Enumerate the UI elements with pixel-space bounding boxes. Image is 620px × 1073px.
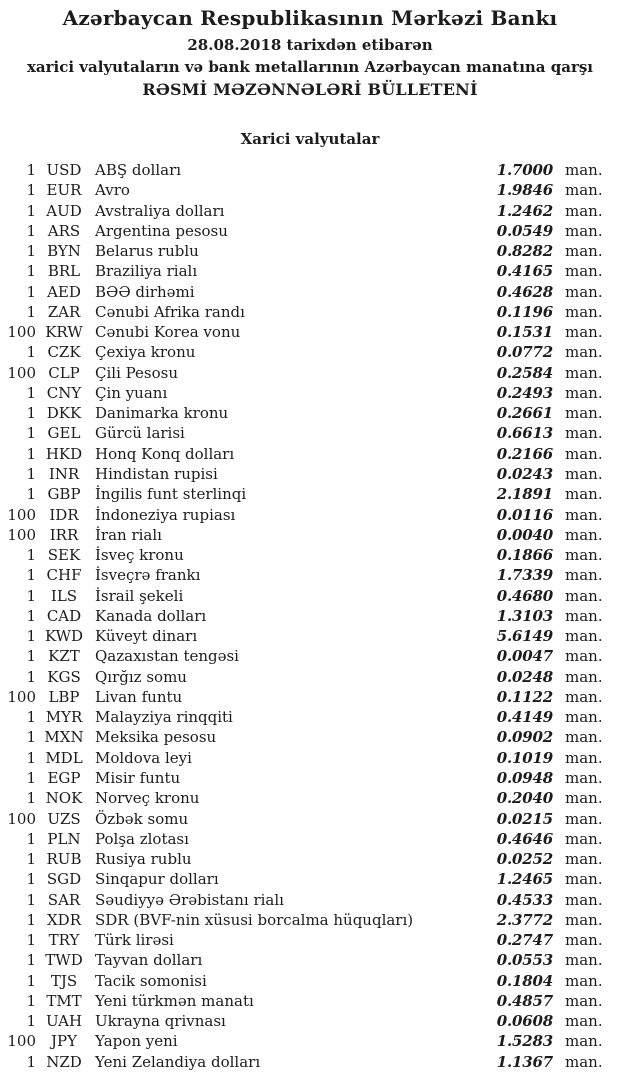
name-cell: İngilis funt sterlinqi — [95, 485, 247, 504]
code-cell: IRR — [49, 525, 79, 544]
qty-cell: 1 — [26, 282, 36, 301]
code-cell: ILS — [50, 586, 78, 605]
code-cell: ARS — [47, 221, 81, 240]
unit-cell: man. — [565, 728, 603, 747]
code-cell: CZK — [47, 343, 81, 362]
code-cell: KGS — [47, 667, 81, 686]
name-cell: Küveyt dinarı — [95, 627, 198, 646]
name-cell: Yeni türkmən manatı — [95, 991, 254, 1010]
currency-row — [0, 869, 620, 889]
qty-cell: 1 — [26, 951, 36, 970]
currency-row — [0, 890, 620, 910]
currency-row — [0, 423, 620, 443]
currency-row — [0, 1031, 620, 1051]
name-cell: Yapon yeni — [95, 1032, 178, 1051]
rate-cell: 0.6613 — [496, 424, 553, 443]
code-cell: GBP — [47, 485, 81, 504]
rate-cell: 1.7339 — [496, 566, 553, 585]
unit-cell: man. — [565, 687, 603, 706]
rate-cell: 0.2493 — [496, 383, 553, 402]
code-cell: TRY — [48, 931, 80, 950]
qty-cell: 1 — [26, 647, 36, 666]
unit-cell: man. — [565, 525, 603, 544]
currency-row — [0, 241, 620, 261]
name-cell: Cənubi Korea vonu — [95, 323, 241, 342]
code-cell: DKK — [46, 404, 82, 423]
subtitle-line: xarici valyutaların və bank metallarının Azərbaycan manatına qarşı — [26, 58, 594, 76]
unit-cell: man. — [565, 606, 603, 625]
qty-cell: 1 — [26, 485, 36, 504]
code-cell: XDR — [47, 910, 81, 929]
currency-row — [0, 545, 620, 565]
unit-cell: man. — [565, 323, 603, 342]
rate-cell: 0.2166 — [496, 444, 553, 463]
unit-cell: man. — [565, 586, 603, 605]
unit-cell: man. — [565, 464, 603, 483]
qty-cell: 1 — [26, 1052, 36, 1071]
code-cell: SEK — [47, 546, 81, 565]
code-cell: GEL — [47, 424, 81, 443]
qty-cell: 1 — [26, 708, 36, 727]
unit-cell: man. — [565, 242, 603, 261]
currency-row — [0, 849, 620, 869]
unit-cell: man. — [565, 363, 603, 382]
rate-cell: 0.0553 — [496, 951, 553, 970]
rate-cell: 0.0047 — [496, 647, 553, 666]
rate-cell: 1.9846 — [496, 181, 553, 200]
qty-cell: 1 — [26, 444, 36, 463]
rate-cell: 0.4165 — [496, 262, 553, 281]
name-cell: İran rialı — [95, 525, 162, 544]
code-cell: AED — [47, 282, 81, 301]
name-cell: Belarus rublu — [95, 242, 199, 261]
unit-cell: man. — [565, 890, 603, 909]
name-cell: İsveç kronu — [95, 546, 184, 565]
unit-cell: man. — [565, 829, 603, 848]
name-cell: Tayvan dolları — [95, 951, 203, 970]
qty-cell: 100 — [7, 809, 36, 828]
name-cell: ABŞ dolları — [95, 161, 182, 179]
qty-cell: 1 — [26, 161, 36, 179]
code-cell: BYN — [47, 242, 81, 261]
name-cell: Norveç kronu — [95, 789, 200, 808]
name-cell: Moldova leyi — [95, 748, 192, 767]
rate-cell: 0.0772 — [496, 343, 553, 362]
name-cell: Rusiya rublu — [95, 850, 192, 869]
currency-row — [0, 768, 620, 788]
qty-cell: 1 — [26, 383, 36, 402]
code-cell: EUR — [46, 181, 82, 200]
rate-cell: 0.1122 — [496, 687, 553, 706]
code-cell: RUB — [46, 850, 82, 869]
bulletin-title: RƏSMİ MƏZƏNNƏLƏRİ BÜLLETENİ — [142, 80, 478, 99]
rate-cell: 0.0608 — [496, 1012, 553, 1031]
currency-row — [0, 363, 620, 383]
unit-cell: man. — [565, 971, 603, 990]
unit-cell: man. — [565, 566, 603, 585]
name-cell: Livan funtu — [95, 687, 183, 706]
name-cell: Argentina pesosu — [95, 221, 228, 240]
effective-date-line: 28.08.2018 tarixdən etibarən — [187, 36, 433, 54]
rate-cell: 0.0549 — [496, 221, 553, 240]
rate-cell: 0.1531 — [496, 323, 553, 342]
unit-cell: man. — [565, 505, 603, 524]
unit-cell: man. — [565, 161, 603, 179]
code-cell: ZAR — [47, 302, 81, 321]
qty-cell: 1 — [26, 789, 36, 808]
currency-row — [0, 646, 620, 666]
name-cell: Avro — [95, 181, 130, 200]
name-cell: İsveçrə frankı — [95, 566, 201, 585]
rate-cell: 0.2661 — [496, 404, 553, 423]
currency-row — [0, 950, 620, 970]
unit-cell: man. — [565, 201, 603, 220]
rate-cell: 0.4680 — [496, 586, 553, 605]
code-cell: MDL — [45, 748, 83, 767]
currency-row — [0, 505, 620, 525]
rate-cell: 0.0248 — [496, 667, 553, 686]
currency-row — [0, 910, 620, 930]
qty-cell: 1 — [26, 343, 36, 362]
unit-cell: man. — [565, 627, 603, 646]
name-cell: Özbək somu — [95, 809, 189, 828]
bank-title: Azərbaycan Respublikasının Mərkəzi Bankı — [62, 6, 558, 30]
qty-cell: 1 — [26, 910, 36, 929]
name-cell: Çexiya kronu — [95, 343, 196, 362]
rate-cell: 0.0252 — [496, 850, 553, 869]
name-cell: Sinqapur dolları — [95, 870, 219, 889]
currency-row — [0, 302, 620, 322]
qty-cell: 1 — [26, 627, 36, 646]
rate-cell: 5.6149 — [496, 627, 553, 646]
name-cell: Tacik somonisi — [95, 971, 207, 990]
code-cell: BRL — [47, 262, 81, 281]
qty-cell: 1 — [26, 221, 36, 240]
rate-cell: 0.0948 — [496, 768, 553, 787]
rate-cell: 0.2584 — [496, 363, 553, 382]
unit-cell: man. — [565, 444, 603, 463]
name-cell: Səudiyyə Ərəbistanı rialı — [95, 890, 284, 909]
rate-cell: 0.4533 — [496, 890, 553, 909]
name-cell: Meksika pesosu — [95, 728, 217, 747]
currency-row — [0, 971, 620, 991]
rate-cell: 1.3103 — [496, 606, 553, 625]
name-cell: Polşa zlotası — [95, 829, 189, 848]
currency-row — [0, 221, 620, 241]
unit-cell: man. — [565, 850, 603, 869]
qty-cell: 1 — [26, 606, 36, 625]
rate-cell: 0.0040 — [496, 525, 553, 544]
currency-row — [0, 565, 620, 585]
currency-row — [0, 383, 620, 403]
rate-cell: 0.0902 — [496, 728, 553, 747]
qty-cell: 100 — [7, 525, 36, 544]
code-cell: HKD — [45, 444, 83, 463]
code-cell: USD — [46, 161, 82, 179]
qty-cell: 1 — [26, 971, 36, 990]
qty-cell: 1 — [26, 242, 36, 261]
currency-row — [0, 180, 620, 200]
rate-cell: 0.0116 — [496, 505, 553, 524]
unit-cell: man. — [565, 667, 603, 686]
code-cell: SGD — [46, 870, 82, 889]
code-cell: INR — [48, 464, 80, 483]
currency-row — [0, 667, 620, 687]
name-cell: Honq Konq dolları — [95, 444, 235, 463]
currency-row — [0, 829, 620, 849]
currency-row — [0, 626, 620, 646]
name-cell: Yeni Zelandiya dolları — [95, 1052, 261, 1071]
currency-row — [0, 1052, 620, 1072]
rate-cell: 0.2040 — [496, 789, 553, 808]
code-cell: KWD — [44, 627, 84, 646]
currency-row — [0, 606, 620, 626]
qty-cell: 1 — [26, 829, 36, 848]
qty-cell: 100 — [7, 1032, 36, 1051]
unit-cell: man. — [565, 1032, 603, 1051]
unit-cell: man. — [565, 282, 603, 301]
code-cell: MYR — [45, 708, 83, 727]
qty-cell: 1 — [26, 931, 36, 950]
name-cell: SDR (BVF-nin xüsusi borcalma hüquqları) — [95, 910, 414, 929]
name-cell: Kanada dolları — [95, 606, 207, 625]
code-cell: NZD — [46, 1052, 82, 1071]
currency-row — [0, 727, 620, 747]
rate-cell: 0.2747 — [496, 931, 553, 950]
rate-cell: 0.8282 — [496, 242, 553, 261]
qty-cell: 1 — [26, 546, 36, 565]
code-cell: TJS — [50, 971, 78, 990]
qty-cell: 1 — [26, 201, 36, 220]
rate-cell: 0.4149 — [496, 708, 553, 727]
code-cell: LBP — [48, 687, 80, 706]
code-cell: AUD — [46, 201, 82, 220]
unit-cell: man. — [565, 748, 603, 767]
bulletin-header — [0, 7, 620, 98]
code-cell: UAH — [45, 1012, 83, 1031]
rate-cell: 1.2462 — [496, 201, 553, 220]
rate-cell: 0.0243 — [496, 464, 553, 483]
name-cell: İndoneziya rupiası — [95, 505, 236, 524]
qty-cell: 1 — [26, 424, 36, 443]
qty-cell: 1 — [26, 586, 36, 605]
name-cell: Qırğız somu — [95, 667, 187, 686]
rate-cell: 2.1891 — [496, 485, 553, 504]
currency-row — [0, 991, 620, 1011]
unit-cell: man. — [565, 1052, 603, 1071]
unit-cell: man. — [565, 404, 603, 423]
currency-row — [0, 282, 620, 302]
currency-row — [0, 464, 620, 484]
unit-cell: man. — [565, 809, 603, 828]
unit-cell: man. — [565, 991, 603, 1010]
currency-row — [0, 788, 620, 808]
rate-cell: 0.4646 — [496, 829, 553, 848]
code-cell: JPY — [50, 1032, 77, 1051]
unit-cell: man. — [565, 343, 603, 362]
name-cell: Danimarka kronu — [95, 404, 229, 423]
code-cell: TMT — [46, 991, 82, 1010]
unit-cell: man. — [565, 424, 603, 443]
rate-cell: 1.7000 — [496, 161, 553, 179]
code-cell: PLN — [47, 829, 81, 848]
rate-cell: 0.4628 — [496, 282, 553, 301]
qty-cell: 1 — [26, 566, 36, 585]
code-cell: TWD — [45, 951, 83, 970]
unit-cell: man. — [565, 221, 603, 240]
name-cell: Avstraliya dolları — [95, 201, 225, 220]
code-cell: IDR — [49, 505, 79, 524]
currency-row — [0, 1011, 620, 1031]
qty-cell: 100 — [7, 505, 36, 524]
rate-cell: 1.1367 — [496, 1052, 553, 1071]
name-cell: İsrail şekeli — [95, 586, 184, 605]
unit-cell: man. — [565, 383, 603, 402]
rate-cell: 1.5283 — [496, 1032, 553, 1051]
unit-cell: man. — [565, 1012, 603, 1031]
unit-cell: man. — [565, 485, 603, 504]
name-cell: Cənubi Afrika randı — [95, 302, 245, 321]
currency-row — [0, 525, 620, 545]
rates-table — [0, 160, 620, 1072]
unit-cell: man. — [565, 910, 603, 929]
section-title-foreign-currencies: Xarici valyutalar — [240, 130, 380, 148]
qty-cell: 100 — [7, 687, 36, 706]
qty-cell: 1 — [26, 181, 36, 200]
unit-cell: man. — [565, 870, 603, 889]
unit-cell: man. — [565, 951, 603, 970]
qty-cell: 1 — [26, 464, 36, 483]
unit-cell: man. — [565, 708, 603, 727]
qty-cell: 1 — [26, 768, 36, 787]
code-cell: SAR — [47, 890, 81, 909]
unit-cell: man. — [565, 789, 603, 808]
unit-cell: man. — [565, 262, 603, 281]
rate-cell: 2.3772 — [496, 910, 553, 929]
name-cell: Malayziya rinqqiti — [95, 708, 233, 727]
qty-cell: 1 — [26, 667, 36, 686]
currency-row — [0, 809, 620, 829]
currency-row — [0, 444, 620, 464]
name-cell: Hindistan rupisi — [95, 464, 218, 483]
currency-row — [0, 484, 620, 504]
currency-row — [0, 707, 620, 727]
code-cell: KZT — [48, 647, 80, 666]
currency-row — [0, 342, 620, 362]
currency-row — [0, 322, 620, 342]
unit-cell: man. — [565, 931, 603, 950]
qty-cell: 100 — [7, 323, 36, 342]
unit-cell: man. — [565, 302, 603, 321]
name-cell: Misir funtu — [95, 768, 181, 787]
qty-cell: 1 — [26, 262, 36, 281]
rate-cell: 0.1866 — [496, 546, 553, 565]
code-cell: CAD — [46, 606, 82, 625]
code-cell: MXN — [44, 728, 84, 747]
code-cell: KRW — [45, 323, 83, 342]
rate-cell: 0.4857 — [496, 991, 553, 1010]
unit-cell: man. — [565, 546, 603, 565]
name-cell: BƏƏ dirhəmi — [95, 282, 195, 301]
name-cell: Qazaxıstan tengəsi — [95, 647, 239, 666]
qty-cell: 1 — [26, 991, 36, 1010]
name-cell: Gürcü larisi — [95, 424, 185, 443]
qty-cell: 1 — [26, 870, 36, 889]
name-cell: Çili Pesosu — [95, 363, 179, 382]
code-cell: EGP — [47, 768, 81, 787]
currency-row — [0, 586, 620, 606]
rate-cell: 0.1019 — [496, 748, 553, 767]
code-cell: CNY — [46, 383, 82, 402]
code-cell: CLP — [48, 363, 80, 382]
currency-row — [0, 201, 620, 221]
currency-row — [0, 403, 620, 423]
unit-cell: man. — [565, 768, 603, 787]
qty-cell: 100 — [7, 363, 36, 382]
currency-row — [0, 687, 620, 707]
name-cell: Çin yuanı — [95, 383, 168, 402]
currency-row — [0, 160, 620, 180]
rate-cell: 0.0215 — [496, 809, 553, 828]
unit-cell: man. — [565, 647, 603, 666]
unit-cell: man. — [565, 181, 603, 200]
currency-row — [0, 261, 620, 281]
code-cell: CHF — [46, 566, 82, 585]
qty-cell: 1 — [26, 404, 36, 423]
qty-cell: 1 — [26, 850, 36, 869]
name-cell: Türk lirəsi — [95, 931, 174, 950]
code-cell: NOK — [45, 789, 83, 808]
qty-cell: 1 — [26, 728, 36, 747]
code-cell: UZS — [47, 809, 81, 828]
currency-row — [0, 748, 620, 768]
rate-cell: 0.1804 — [496, 971, 553, 990]
qty-cell: 1 — [26, 748, 36, 767]
name-cell: Ukrayna qrivnası — [95, 1012, 226, 1031]
qty-cell: 1 — [26, 1012, 36, 1031]
qty-cell: 1 — [26, 302, 36, 321]
rate-cell: 1.2465 — [496, 870, 553, 889]
rate-cell: 0.1196 — [496, 302, 553, 321]
name-cell: Braziliya rialı — [95, 262, 198, 281]
currency-row — [0, 930, 620, 950]
qty-cell: 1 — [26, 890, 36, 909]
